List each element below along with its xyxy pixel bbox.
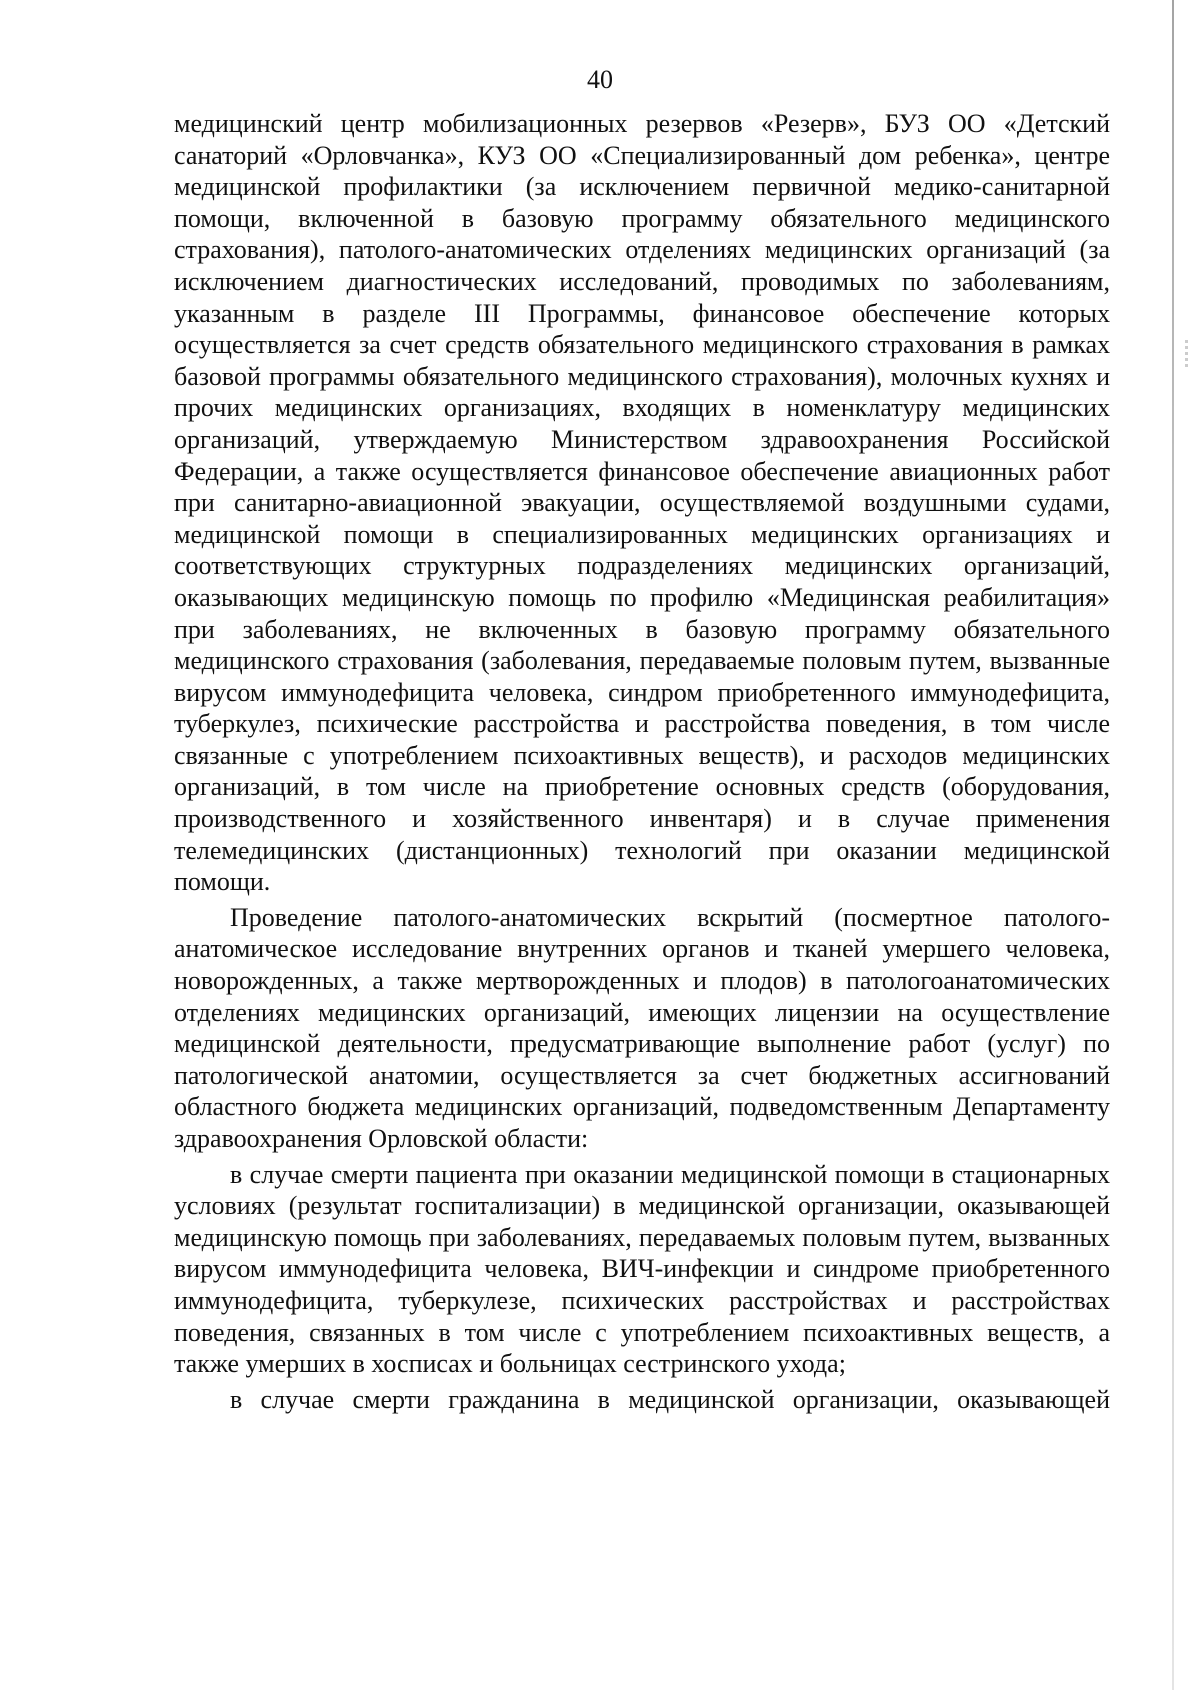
paragraph-4: в случае смерти гражданина в медицинской организации, оказывающей xyxy=(230,1384,1110,1414)
scan-edge-line xyxy=(1172,0,1174,1690)
scan-speck-marks xyxy=(1185,340,1188,370)
paragraph-1: медицинский центр мобилизационных резервов «Резерв», БУЗ ОО «Детский санаторий «Орловчанка», КУЗ ОО «Специализированный дом ребенка», центре медицинской профилактики (за исключением первичной медико-санитарной помощи, включенной в базовую программу обязательного медицинского страхования), патолого-анатомических отделениях медицинских организаций (за исключением диагностических исследований, проводимых по заболеваниям, указанным в разделе III Программы, финансовое обеспечение которых осуществляется за счет средств обязательного медицинского страхования в рамках базовой программы обязательного медицинского страхования), молочных кухнях и прочих медицинских организациях, входящих в номенклатуру медицинских организаций, утверждаемую Министерством здравоохранения Российской Федерации, а также осуществляется финансовое обеспечение авиационных работ при санитарно-авиационной эвакуации, осуществляемой воздушными судами, медицинской помощи в специализированных медицинских организациях и соответствующих структурных подразделениях медицинских организаций, оказывающих медицинскую помощь по профилю «Медицинская реабилитация» при заболеваниях, не включенных в базовую программу обязательного медицинского страхования (заболевания, передаваемые половым путем, вызванные вирусом иммунодефицита человека, синдром приобретенного иммунодефицита, туберкулез, психические расстройства и расстройства поведения, в том числе связанные с употреблением психоактивных веществ), и расходов медицинских организаций, в том числе на приобретение основных средств (оборудования, производственного и хозяйственного инвентаря) и в случае применения телемедицинских (дистанционных) технологий при оказании медицинской помощи. xyxy=(174,109,1110,897)
body-text xyxy=(174,108,1110,1415)
paragraph-2: Проведение патолого-анатомических вскрытий (посмертное патолого-анатомическое исследование внутренних органов и тканей умершего человека, новорожденных, а также мертворожденных и плодов) в патологоанатомических отделениях медицинских организаций, имеющих лицензии на осуществление медицинской деятельности, предусматривающие выполнение работ (услуг) по патологической анатомии, осуществляется за счет бюджетных ассигнований областного бюджета медицинских организаций, подведомственным Департаменту здравоохранения Орловской области: xyxy=(174,902,1110,1153)
page-number: 40 xyxy=(587,65,613,94)
paragraph-3: в случае смерти пациента при оказании медицинской помощи в стационарных условиях (результат госпитализации) в медицинской организации, оказывающей медицинскую помощь при заболеваниях, передаваемых половым путем, вызванных вирусом иммунодефицита человека, ВИЧ-инфекции и синдроме приобретенного иммунодефицита, туберкулезе, психических расстройствах и расстройствах поведения, связанных в том числе с употреблением психоактивных веществ, а также умерших в хосписах и больницах сестринского ухода; xyxy=(174,1159,1110,1379)
